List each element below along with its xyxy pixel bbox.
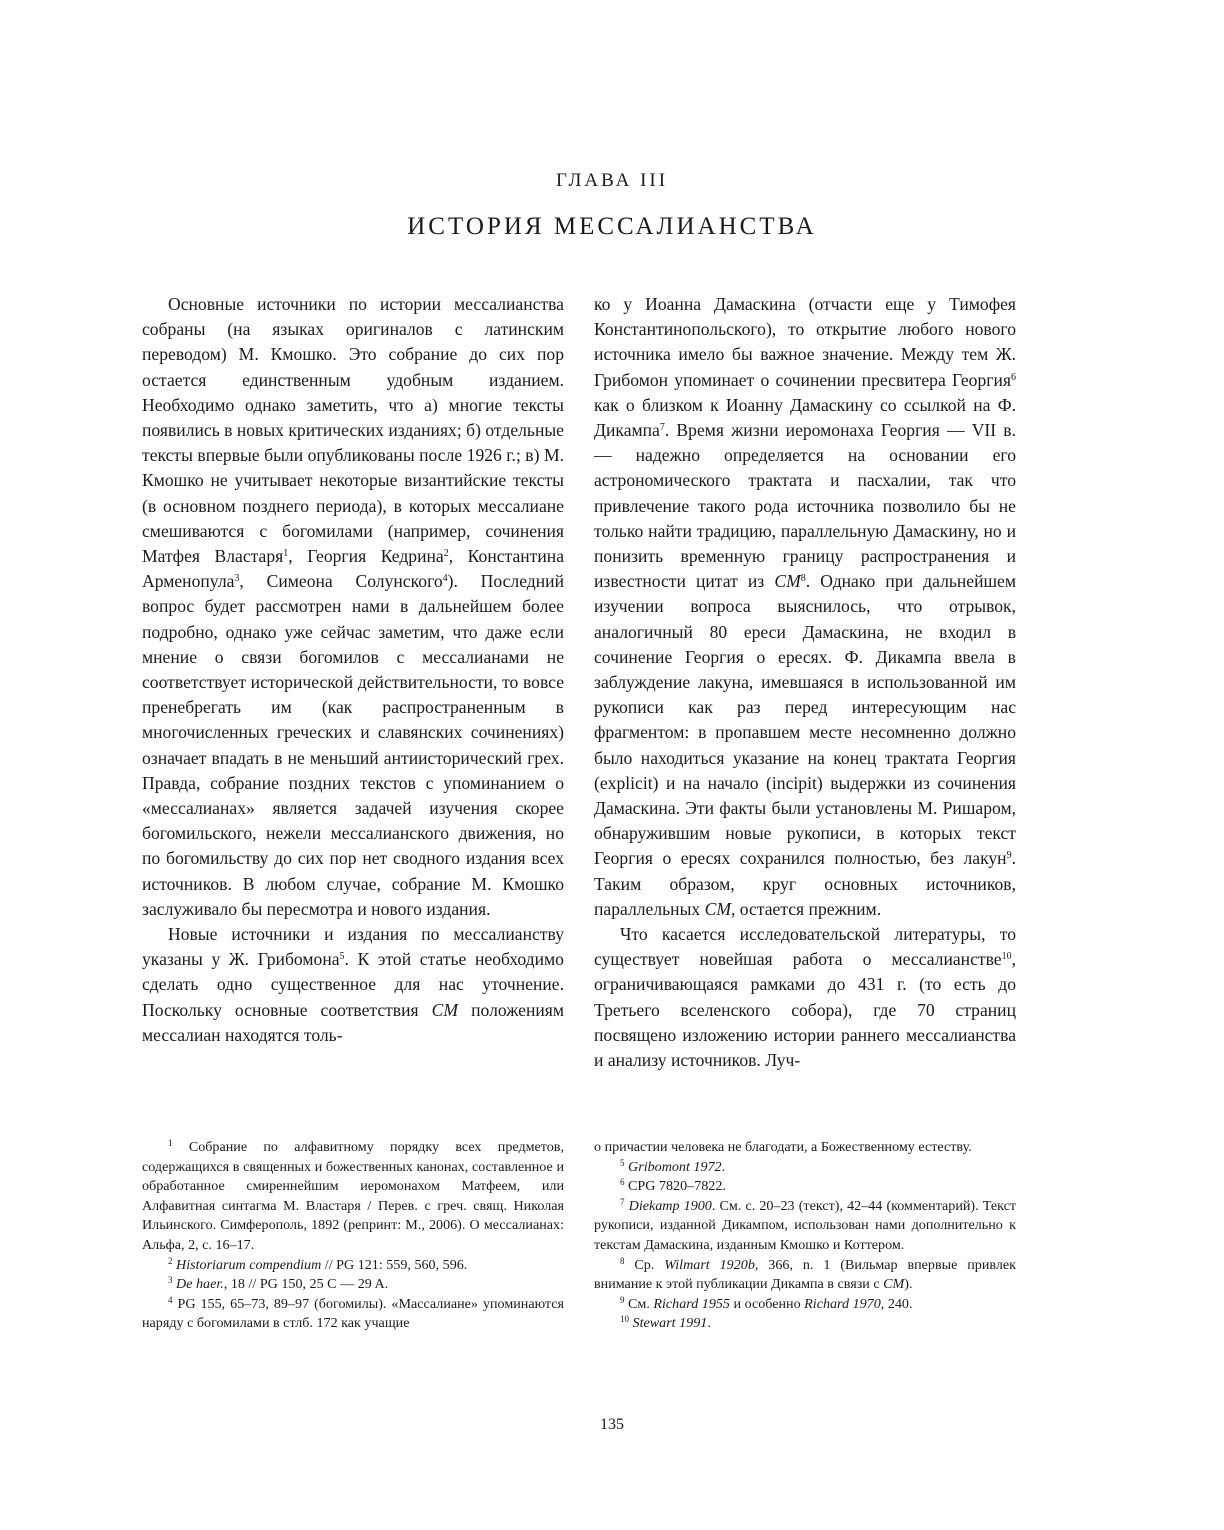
citation-title: De haer. xyxy=(176,1276,224,1293)
text-run: Основные источники по истории мессалианства собраны (на языках оригиналов с латинским переводом) М. Кмошко. Это собрание до сих пор остается единственным удобным изданием. Необходимо однако заметить, что а) многие тексты появились в новых критических изданиях; б) отдельные тексты впервые были опубликованы после 1926 г.; в) М. Кмошко не учитывает некоторые византийские тексты (в основном позднего периода), в которых мессалиане смешиваются с богомилами (например, сочинения Матфея Властаря xyxy=(142,294,564,567)
footnote-text: См. xyxy=(624,1295,654,1312)
footnote-text: , 366, n. 1 (Вильмар впервые привлек внимание к этой публикации Дикампа в связи с xyxy=(594,1256,1016,1293)
footnote-text: , 18 // PG 150, 25 C — 29 A. xyxy=(223,1276,389,1293)
footnote xyxy=(594,1256,1016,1295)
text-run: , остается прежним. xyxy=(730,898,882,919)
footnote-text: Собрание по алфавитному порядку всех предметов, содержащихся в священных и божественных канонах, составленное и обработанное смиреннейшим иеромонахом Матфеем, или Алфавитная синтагма М. Властаря / Перев. с греч. свящ. Николая Ильинского. Симферополь, 1892 (репринт: М., 2006). О мессалианах: Альфа, 2, с. 16–17. xyxy=(142,1139,564,1253)
footnotes-right xyxy=(594,1138,1016,1334)
footnote-ref[interactable]: 9 xyxy=(1006,850,1012,862)
citation: Gribomont 1972 xyxy=(628,1158,722,1175)
footnote-continuation: о причастии человека не благодати, а Божественному естеству. xyxy=(594,1139,972,1155)
footnote xyxy=(594,1314,1016,1334)
footnote xyxy=(594,1158,1016,1178)
footnote xyxy=(142,1138,564,1256)
footnote-number: 9 xyxy=(620,1294,625,1305)
footnote-number: 5 xyxy=(620,1157,625,1168)
text-run: . Время жизни иеромонаха Георгия — VII в. — надежно определяется на основании его астрономического трактата и пасхалии, так что привлечение такого рода источника позволило бы не только найти традицию, параллельную Дамаскину, но и понизить временную границу распространения и известности цитат из xyxy=(594,420,1016,592)
text-run: . К этой статье необходимо сделать одно существенное для нас уточнение. Поскольку основные соответствия xyxy=(142,949,564,1020)
footnote-ref[interactable]: 6 xyxy=(1011,371,1016,383)
paragraph xyxy=(142,922,564,1048)
footnote-text: . xyxy=(707,1315,711,1332)
paragraph xyxy=(142,292,564,922)
paragraph xyxy=(594,292,1016,922)
citation: Stewart 1991 xyxy=(632,1315,708,1332)
footnote-text: Ср. xyxy=(624,1256,665,1273)
text-run: ). Последний вопрос будет рассмотрен нами в дальнейшем более подробно, однако уже сейчас заметим, что даже если мнение о связи богомилов с мессалианами не соответствует исторической действительности, то вовсе пренебрегать им (как распространенным в многочисленных греческих и славянских сочинениях) означает впадать в не меньший антиисторический грех. Правда, собрание поздних текстов с упоминанием о «мессалианах» является задачей изучения скорее богомильского, нежели мессалианского движения, но по богомильству до сих пор нет сводного издания всех источников. В любом случае, собрание М. Кмошко заслуживало бы пересмотра и нового издания. xyxy=(142,571,564,919)
chapter-title: ИСТОРИЯ МЕССАЛИАНСТВА xyxy=(407,213,817,240)
footnote-number: 8 xyxy=(620,1255,625,1266)
text-run: , Константина Арменопула xyxy=(142,546,565,592)
footnote xyxy=(142,1256,564,1276)
chapter-label: ГЛАВА III xyxy=(555,170,669,191)
footnote-number: 1 xyxy=(168,1138,173,1148)
footnotes-left xyxy=(142,1138,564,1334)
text-run: . Таким образом, круг основных источников, параллельных xyxy=(594,848,1016,919)
citation: Richard 1955 xyxy=(653,1295,730,1312)
footnote-ref[interactable]: 7 xyxy=(659,422,665,434)
footnote-text: CPG 7820–7822. xyxy=(624,1178,726,1195)
citation: Wilmart 1920b xyxy=(664,1256,755,1273)
text-run: Что касается исследовательской литературы, то существует новейшая работа о мессалианстве xyxy=(594,924,1016,970)
footnote-number: 6 xyxy=(620,1177,625,1188)
footnote-text: . См. с. 20–23 (текст), 42–44 (комментарий). Текст рукописи, изданной Дикампом, использован нами дополнительно к текстам Дамаскина, изданным Кмошко и Коттером. xyxy=(594,1197,1016,1253)
footnote-text: , 240. xyxy=(880,1295,913,1312)
footnote xyxy=(594,1177,1016,1197)
text-run: , ограничивающаяся рамками до 431 г. (то есть до Третьего вселенского собора), где 70 страниц посвящено изложению истории раннего мессалианства и анализу источников. Луч- xyxy=(594,949,1016,1071)
footnote-text: PG 155, 65–73, 89–97 (богомилы). «Массалиане» упоминаются наряду с богомилами в стлб. 172 как учащие xyxy=(142,1295,564,1332)
citation: Richard 1970 xyxy=(804,1295,881,1312)
footnote xyxy=(142,1275,564,1295)
footnote-ref[interactable]: 1 xyxy=(283,548,289,560)
footnote-ref[interactable]: 8 xyxy=(800,573,806,585)
text-run: как о близком к Иоанну Дамаскину со ссылкой на Ф. Дикампа xyxy=(594,394,1016,441)
footnote-ref[interactable]: 3 xyxy=(234,573,240,585)
citation-title: Historiarum compendium xyxy=(176,1256,322,1273)
footnote-text: ). xyxy=(904,1276,913,1293)
abbreviation: СМ xyxy=(774,571,801,592)
paragraph xyxy=(594,922,1016,1073)
footnote-number: 10 xyxy=(620,1314,629,1325)
text-run: ко у Иоанна Дамаскина (отчасти еще у Тимофея Константинопольского), то открытие любого нового источника имело бы важное значение. Между тем Ж. Грибомон упоминает о сочинении пресвитера Георгия xyxy=(594,294,1016,390)
footnote-ref[interactable]: 5 xyxy=(339,951,345,963)
footnote-ref[interactable]: 2 xyxy=(443,548,449,560)
footnote-text: . xyxy=(721,1158,726,1175)
footnote-number: 2 xyxy=(168,1255,173,1266)
footnote-number: 7 xyxy=(620,1196,625,1207)
page-number: 135 xyxy=(600,1416,624,1433)
abbreviation: СМ xyxy=(431,999,459,1020)
footnote-ref[interactable]: 4 xyxy=(442,573,448,585)
abbreviation: СМ xyxy=(704,898,731,919)
footnote xyxy=(142,1295,564,1334)
text-run: положениям мессалиан находятся толь- xyxy=(142,999,565,1045)
footnote-text: и особенно xyxy=(729,1295,805,1312)
footnote xyxy=(594,1197,1016,1256)
main-text-left-column xyxy=(142,292,564,1048)
footnote-text: // PG 121: 559, 560, 596. xyxy=(321,1256,468,1273)
footnote-ref[interactable]: 10 xyxy=(1001,951,1012,963)
abbreviation: СМ xyxy=(883,1276,905,1293)
footnote xyxy=(594,1295,1016,1315)
text-run: Новые источники и издания по мессалианству указаны у Ж. Грибомона xyxy=(142,924,564,970)
text-run: , Симеона Солунского xyxy=(239,571,443,592)
text-run: , Георгия Кедрина xyxy=(288,546,444,567)
main-text-right-column xyxy=(594,292,1016,1073)
footnote-number: 4 xyxy=(168,1294,173,1305)
footnote-number: 3 xyxy=(168,1275,173,1286)
text-run: . Однако при дальнейшем изучении вопроса выяснилось, что отрывок, аналогичный 80 ереси Дамаскина, не входил в сочинение Георгия о ересях. Ф. Дикампа ввела в заблуждение лакуна, имевшаяся в использованной им рукописи как раз перед интересующим нас фрагментом: в пропавшем месте несомненно должно было находиться указание на конец трактата Георгия (explicit) и на начало (incipit) выдержки из сочинения Дамаскина. Эти факты были установлены М. Ришаром, обнаружившим новые рукописи, в которых текст Георгия о ересях сохранился полностью, без лакун xyxy=(594,571,1016,869)
citation: Diekamp 1900 xyxy=(628,1197,712,1214)
